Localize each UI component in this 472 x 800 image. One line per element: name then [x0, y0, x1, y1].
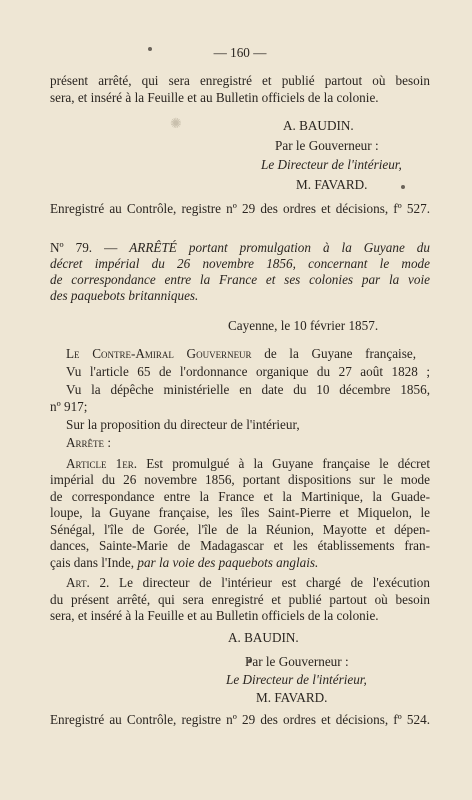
arrete-keyword: Arrête :	[66, 435, 111, 450]
contre-amiral: Le Contre-Amiral Gouverneur	[66, 346, 252, 361]
arrete-date: Cayenne, le 10 février 1857.	[228, 318, 379, 333]
registre-line: Enregistré au Contrôle, registre nº 29 des ordres et décisions, fº 524.	[50, 712, 430, 727]
arrete-title-line: des paquebots britanniques.	[50, 288, 199, 303]
text-line: Vu la dépêche ministérielle en date du 10 décembre 1856,	[66, 382, 430, 397]
directeur-title: Le Directeur de l'intérieur,	[226, 672, 367, 687]
text-line: nº 917;	[50, 399, 88, 414]
arrete-title-line: de correspondance entre la France et ses colonies par la voie	[50, 272, 430, 287]
text-line: Sur la proposition du directeur de l'intérieur,	[66, 417, 300, 432]
article-1-line	[66, 456, 430, 472]
paper-stain-icon: ✺	[170, 117, 182, 132]
arrete-title-line	[50, 240, 430, 256]
favard-signature: M. FAVARD.	[256, 690, 328, 705]
text-line: sera, et inséré à la Feuille et au Bulletin officiels de la colonie.	[50, 608, 379, 623]
text-line: impérial du 26 novembre 1856, portant dispositions sur le mode	[50, 472, 430, 487]
article-1-last-line	[50, 555, 430, 571]
article-2-text: Le directeur de l'intérieur est chargé de l'exécution	[109, 575, 430, 590]
directeur-title: Le Directeur de l'intérieur,	[261, 157, 402, 172]
text-line: dances, Sainte-Marie de Madagascar et les établissements fran-	[50, 538, 430, 553]
text-run: çais dans l'Inde,	[50, 555, 138, 570]
par-le-gouverneur: Par le Gouverneur :	[245, 654, 349, 669]
signature: A. BAUDIN.	[228, 630, 299, 645]
text-line: de correspondance entre la France et la Martinique, la Guade-	[50, 489, 430, 504]
article-2-label: Art. 2.	[66, 575, 110, 590]
par-le-gouverneur: Par le Gouverneur :	[275, 138, 379, 153]
article-2-line	[66, 575, 430, 591]
article-1-label: Article 1er.	[66, 456, 138, 471]
registre-line: Enregistré au Contrôle, registre nº 29 des ordres et décisions, fº 527.	[50, 201, 430, 216]
arrete-title-start: ARRÊTÉ portant promulgation à la Guyane du	[129, 240, 430, 255]
arrete-title-line: décret impérial du 26 novembre 1856, concernant le mode	[50, 256, 430, 271]
text-run-italic: par la voie des paquebots anglais.	[137, 555, 319, 570]
arrete-number: Nº 79. —	[50, 240, 130, 255]
text-line: Vu l'article 65 de l'ordonnance organique du 27 août 1828 ;	[66, 364, 430, 379]
contre-amiral-line	[66, 346, 416, 362]
article-1-text: Est promulgué à la Guyane française le décret	[137, 456, 430, 471]
text-line: Sénégal, l'île de Gorée, l'île de la Réunion, Mayotte et dépen-	[50, 522, 430, 537]
signature: A. BAUDIN.	[283, 118, 354, 133]
text-line: loupe, la Guyane française, les îles Saint-Pierre et Miquelon, le	[50, 505, 430, 520]
text-line: du présent arrêté, qui sera enregistré et publié partout où besoin	[50, 592, 430, 607]
text-line: sera, et inséré à la Feuille et au Bulletin officiels de la colonie.	[50, 90, 379, 105]
favard-signature: M. FAVARD.	[296, 177, 368, 192]
text-line: présent arrêté, qui sera enregistré et publié partout où besoin	[50, 73, 430, 88]
contre-amiral-rest: de la Guyane française,	[251, 346, 416, 361]
page-number: — 160 —	[213, 45, 267, 60]
